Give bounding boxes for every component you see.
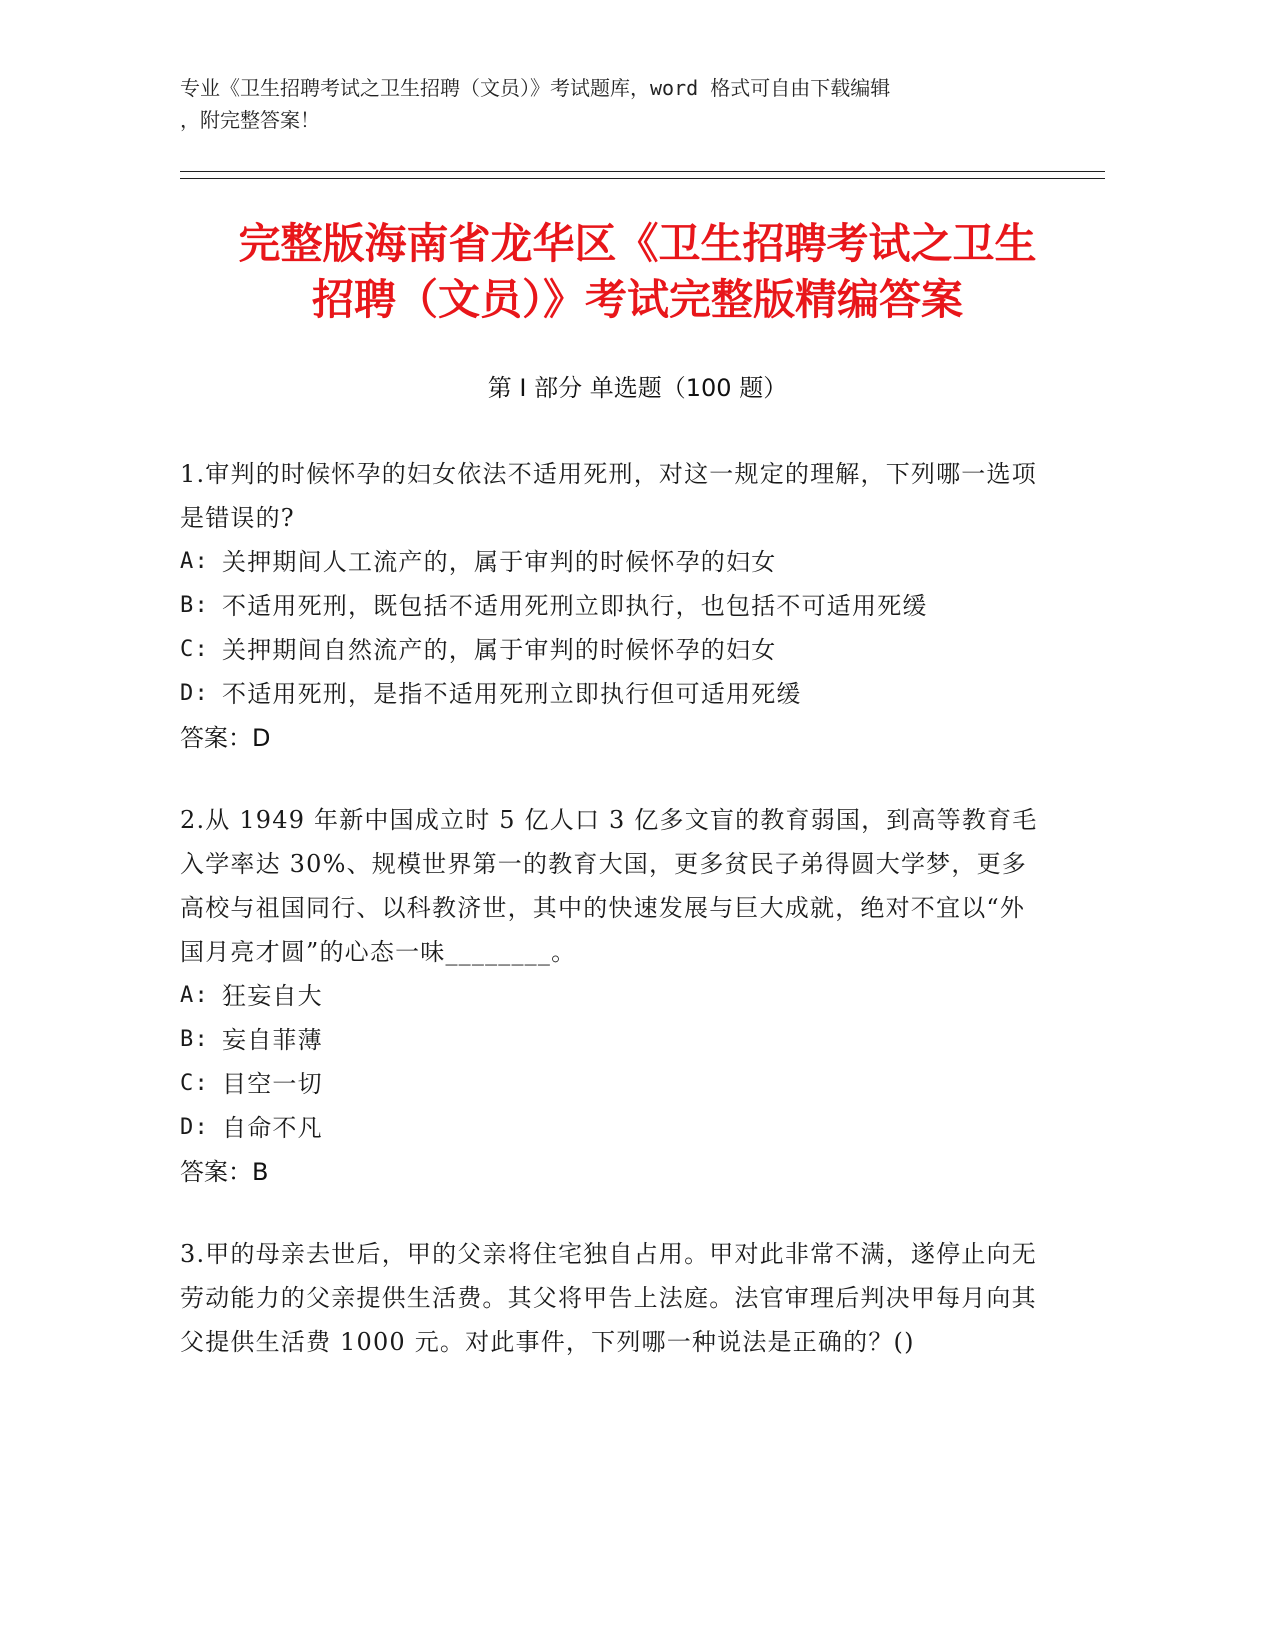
- option-d: [180, 1106, 1050, 1150]
- title-line-1: 完整版海南省龙华区《卫生招聘考试之卫生: [238, 219, 1037, 268]
- header-rule-top: [180, 171, 1105, 172]
- option-letter: C:: [180, 1071, 209, 1096]
- option-text: 不适用死刑，是指不适用死刑立即执行但可适用死缓: [222, 680, 802, 708]
- question-stem: 2.从 1949 年新中国成立时 5 亿人口 3 亿多文盲的教育弱国，到高等教育毛入学率达 30%、规模世界第一的教育大国，更多贫民子弟得圆大学梦，更多高校与祖国同行、以科教济世，其中的快速发展与巨大成就，绝对不宜以“外国月亮才圆”的心态一味________。: [180, 806, 1038, 966]
- document-title: [150, 216, 1125, 328]
- header-line-2: ，附完整答案！: [180, 108, 320, 132]
- question-2: [180, 798, 1050, 1194]
- option-text: 妄自菲薄: [222, 1026, 323, 1054]
- option-text: 自命不凡: [222, 1114, 323, 1142]
- option-letter: B:: [180, 1027, 209, 1052]
- option-a: [180, 540, 1050, 584]
- header-line-1: 专业《卫生招聘考试之卫生招聘（文员）》考试题库，word 格式可自由下载编辑: [180, 76, 891, 100]
- question-3: [180, 1232, 1050, 1364]
- question-stem: 1.审判的时候怀孕的妇女依法不适用死刑，对这一规定的理解，下列哪一选项是错误的?: [180, 460, 1037, 532]
- option-c: [180, 1062, 1050, 1106]
- title-line-2: 招聘（文员）》考试完整版精编答案: [311, 275, 963, 324]
- option-letter: B:: [180, 593, 209, 618]
- answer: 答案：B: [180, 1158, 269, 1186]
- header-note: [180, 72, 1060, 136]
- option-letter: A:: [180, 983, 209, 1008]
- option-b: [180, 1018, 1050, 1062]
- option-text: 狂妄自大: [222, 982, 323, 1010]
- question-list: [180, 452, 1050, 1402]
- option-text: 不适用死刑，既包括不适用死刑立即执行，也包括不可适用死缓: [222, 592, 928, 620]
- option-c: [180, 628, 1050, 672]
- header-rule-bottom: [180, 178, 1105, 179]
- option-a: [180, 974, 1050, 1018]
- option-letter: A:: [180, 549, 209, 574]
- option-letter: D:: [180, 1115, 209, 1140]
- option-d: [180, 672, 1050, 716]
- option-letter: C:: [180, 637, 209, 662]
- section-title: 第 I 部分 单选题（100 题）: [487, 374, 788, 402]
- option-text: 关押期间自然流产的，属于审判的时候怀孕的妇女: [222, 636, 777, 664]
- question-1: [180, 452, 1050, 760]
- option-letter: D:: [180, 681, 209, 706]
- answer: 答案：D: [180, 724, 271, 752]
- option-b: [180, 584, 1050, 628]
- option-text: 目空一切: [222, 1070, 323, 1098]
- option-text: 关押期间人工流产的，属于审判的时候怀孕的妇女: [222, 548, 777, 576]
- question-stem: 3.甲的母亲去世后，甲的父亲将住宅独自占用。甲对此非常不满，遂停止向无劳动能力的父亲提供生活费。其父将甲告上法庭。法官审理后判决甲每月向其父提供生活费 1000 元。对此事件，下列哪一种说法是正确的？(): [180, 1240, 1037, 1356]
